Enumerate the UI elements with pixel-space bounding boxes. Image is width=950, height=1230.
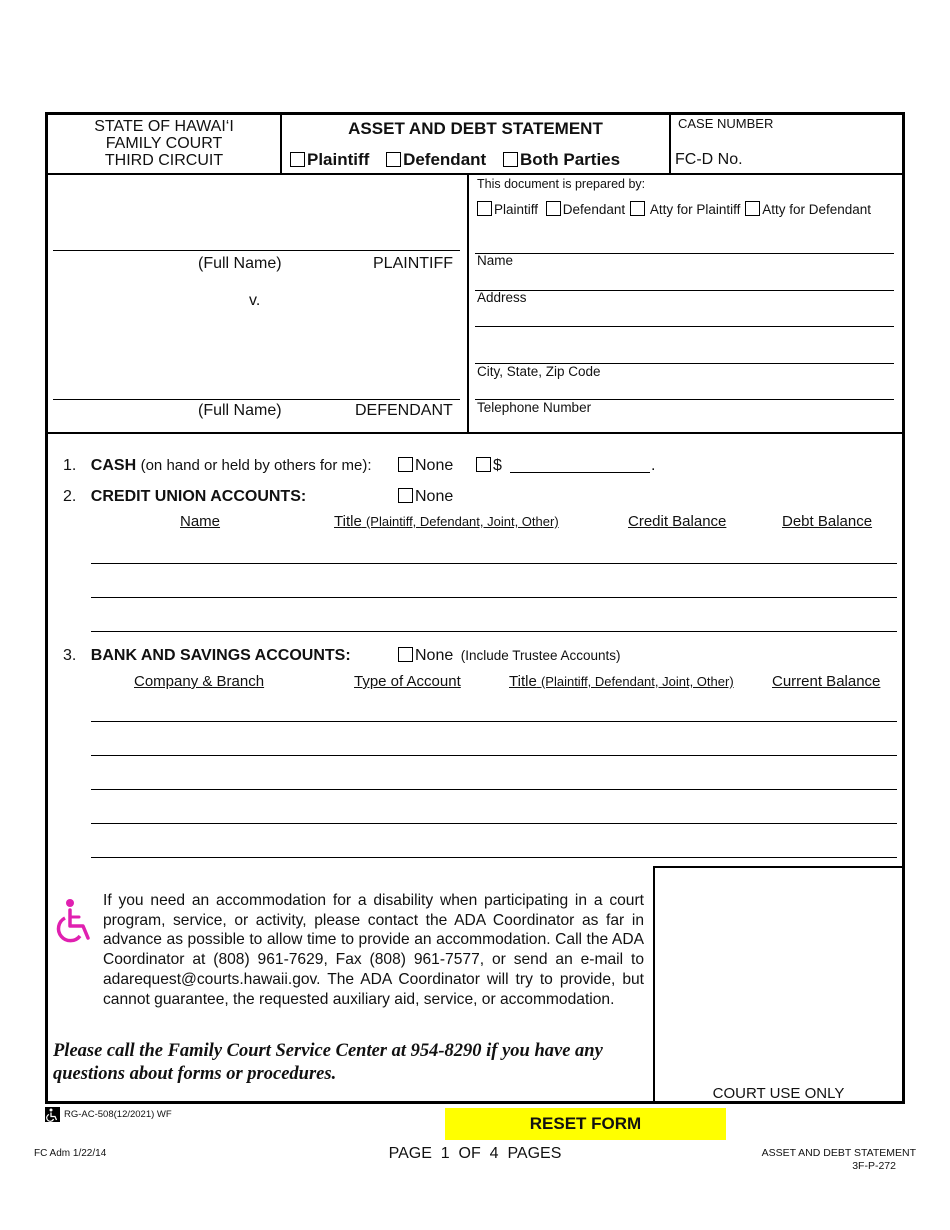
option-defendant[interactable]: Defendant [386,150,486,169]
checkbox-preparer-defendant[interactable] [546,201,561,216]
bank-col-title: Title (Plaintiff, Defendant, Joint, Other) [509,673,734,690]
checkbox-atty-plaintiff[interactable] [630,201,645,216]
cu-col-debt: Debt Balance [782,513,873,530]
frame-right [902,112,905,1104]
checkbox-cash-amount[interactable] [476,457,491,472]
page-indicator: PAGE 1 OF 4 PAGES [388,1145,562,1162]
cu-row-line[interactable] [91,631,897,632]
ada-notice: If you need an accommodation for a disability when participating in a court program, service, or activity, please contact the ADA Coordinator as far in advance as possible to allow time to provide an accommodation. Call the ADA Coordinator at (808) 961-7629, Fax (808) 961-7577, or send an e-mail to adarequest@courts.hawaii.gov. The ADA Coordinator will try to provide, but cannot guarantee, the requested auxiliary aid, service, or accommodation. [103,892,644,1008]
bank-col-company: Company & Branch [134,673,265,690]
checkbox-cash-none[interactable] [398,457,413,472]
bank-col-balance: Current Balance [772,673,881,690]
reset-form-label: RESET FORM [529,1114,642,1133]
plaintiff-name-line[interactable] [53,250,460,251]
bank-row-line[interactable] [91,755,897,756]
frame-left [45,112,48,1104]
checkbox-preparer-plaintiff[interactable] [477,201,492,216]
cash-number: 1. [63,457,77,474]
bank-note: (Include Trustee Accounts) [460,648,621,663]
defendant-label: DEFENDANT [355,402,453,419]
checkbox-both-parties[interactable] [503,152,518,167]
bank-col-type: Type of Account [354,673,461,690]
preparer-option-plaintiff[interactable]: Plaintiff [477,202,538,217]
credit-union-none-option[interactable]: None [398,488,453,506]
checkbox-defendant[interactable] [386,152,401,167]
footer-doc-code: 3F-P-272 [852,1160,896,1172]
prepared-by-label: This document is prepared by: [477,177,646,191]
bank-title: BANK AND SAVINGS ACCOUNTS: [90,647,351,664]
preparer-city-label: City, State, Zip Code [477,364,601,379]
court-circuit: THIRD CIRCUIT [104,152,224,169]
versus-label: v. [249,292,261,309]
cash-title: CASH [90,457,137,474]
form-code: RG-AC-508(12/2021) WF [64,1109,172,1120]
reset-form-button[interactable] [445,1108,726,1140]
plaintiff-label: PLAINTIFF [373,255,454,272]
preparer-name-label: Name [477,253,514,268]
cu-col-title: Title (Plaintiff, Defendant, Joint, Other) [334,513,559,530]
court-state: STATE OF HAWAI‘I [94,118,234,135]
checkbox-bank-none[interactable] [398,647,413,662]
bank-row-line[interactable] [91,721,897,722]
preparer-address-line-2[interactable] [475,326,894,327]
defendant-name-line[interactable] [53,399,460,400]
section-credit-union [63,488,306,506]
preparer-option-atty-defendant[interactable]: Atty for Defendant [745,202,871,217]
adm-code: FC Adm 1/22/14 [34,1148,107,1159]
cu-row-line[interactable] [91,597,897,598]
defendant-fullname-label: (Full Name) [198,402,282,419]
bank-number: 3. [63,647,77,664]
credit-union-number: 2. [63,488,77,505]
wheelchair-icon [55,898,97,944]
cash-subtitle: (on hand or held by others for me): [140,457,372,474]
bank-row-line[interactable] [91,823,897,824]
option-plaintiff[interactable]: Plaintiff [290,150,369,169]
preparer-option-atty-plaintiff[interactable]: Atty for Plaintiff [630,202,741,217]
cu-col-credit: Credit Balance [628,513,727,530]
cash-amount-option[interactable]: $ [476,457,502,475]
bank-row-line[interactable] [91,789,897,790]
cash-none-option[interactable]: None [398,457,453,475]
bank-none-option[interactable]: None (Include Trustee Accounts) [398,647,621,665]
small-accessibility-icon [45,1107,60,1122]
form-title: ASSET AND DEBT STATEMENT [348,119,603,138]
section-cash [63,457,372,475]
cash-amount-line[interactable] [510,472,650,473]
credit-union-title: CREDIT UNION ACCOUNTS: [90,488,307,505]
preparer-name-line[interactable] [475,253,894,254]
case-number-label: CASE NUMBER [678,116,774,131]
plaintiff-fullname-label: (Full Name) [198,255,282,272]
frame-top [45,112,905,115]
checkbox-credit-union-none[interactable] [398,488,413,503]
cu-col-name: Name [180,513,221,530]
footer-doc-title: ASSET AND DEBT STATEMENT [761,1147,916,1159]
help-notice: Please call the Family Court Service Center at 954-8290 if you have any questions about forms or procedures. [53,1041,603,1084]
preparer-address-line[interactable] [475,290,894,291]
court-name [48,118,280,169]
court-family: FAMILY COURT [105,135,223,152]
filing-party-options [290,150,620,170]
preparer-option-defendant[interactable]: Defendant [546,202,625,217]
section-bank [63,647,351,665]
checkbox-plaintiff[interactable] [290,152,305,167]
cash-period: . [651,457,656,474]
court-use-only-box [655,868,902,1101]
checkbox-atty-defendant[interactable] [745,201,760,216]
bank-row-line[interactable] [91,857,897,858]
preparer-options [477,201,871,217]
court-use-only-label: COURT USE ONLY [712,1085,845,1102]
preparer-address-label: Address [477,290,527,305]
case-number-field[interactable]: FC-D No. [675,151,743,168]
option-both-parties[interactable]: Both Parties [503,150,620,169]
cu-row-line[interactable] [91,563,897,564]
preparer-phone-label: Telephone Number [477,400,592,415]
